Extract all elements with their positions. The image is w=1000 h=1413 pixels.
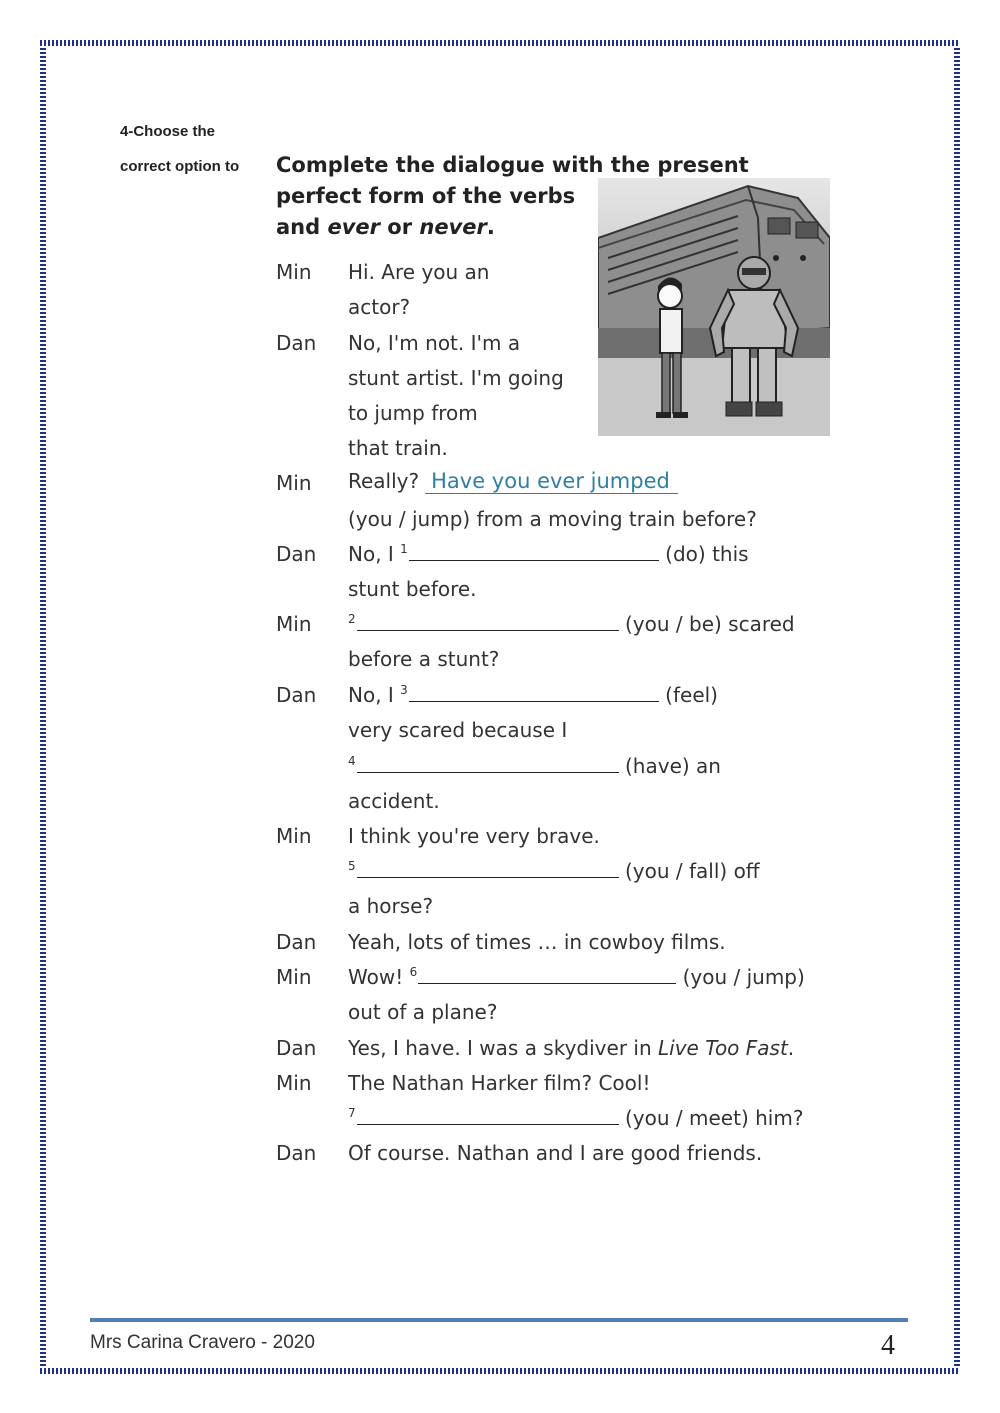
speaker-label: Dan	[276, 1141, 317, 1165]
footer-author: Mrs Carina Cravero - 2020	[90, 1332, 315, 1353]
train-stunt-illustration	[598, 178, 830, 436]
dialogue-text: (you / jump) from a moving train before?	[348, 507, 757, 531]
speaker-label: Dan	[276, 930, 317, 954]
example-answer: Have you ever jumped	[425, 469, 678, 494]
dialogue-line-gap-4: $^4$ (have) an	[348, 754, 721, 778]
answer-blank-7[interactable]	[357, 1106, 619, 1125]
speaker-label: Min	[276, 260, 312, 284]
dialogue-line-gap-5: $^5$ (you / fall) off	[348, 859, 760, 883]
dialogue-text: No, I'm not. I'm a	[348, 331, 521, 355]
dialogue-text: accident.	[348, 789, 440, 813]
dialogue-text: I think you're very brave.	[348, 824, 600, 848]
dialogue-text: that train.	[348, 436, 448, 460]
task-label-line2: correct option to	[120, 158, 240, 175]
dialogue-line-gap-1: No, I $^1$ (do) this	[348, 542, 749, 566]
speaker-label: Min	[276, 612, 312, 636]
word-ever: ever	[327, 215, 380, 239]
heading-line1: Complete the dialogue with the present	[276, 153, 749, 177]
speaker-label: Min	[276, 471, 312, 495]
footer-divider	[90, 1318, 908, 1322]
heading-line2: perfect form of the verbs	[276, 184, 576, 208]
dialogue-line-film: Yes, I have. I was a skydiver in Live Too Fast.	[348, 1036, 795, 1060]
page-number: 4	[881, 1330, 895, 1361]
speaker-label: Min	[276, 1071, 312, 1095]
dialogue-text: out of a plane?	[348, 1000, 498, 1024]
answer-blank-4[interactable]	[357, 754, 619, 773]
dialogue-line-gap-3: No, I $^3$ (feel)	[348, 683, 718, 707]
answer-blank-2[interactable]	[357, 612, 619, 631]
dialogue-text: stunt artist. I'm going	[348, 366, 564, 390]
speaker-label: Dan	[276, 331, 317, 355]
dialogue-text: stunt before.	[348, 577, 477, 601]
answer-blank-1[interactable]	[409, 542, 659, 561]
word-never: never	[419, 215, 487, 239]
dialogue-text: Of course. Nathan and I are good friends.	[348, 1141, 763, 1165]
dialogue-text: very scared because I	[348, 718, 568, 742]
task-label-line1: 4-Choose the	[120, 123, 216, 140]
dialogue-text: before a stunt?	[348, 647, 500, 671]
speaker-label: Dan	[276, 683, 317, 707]
dialogue-line-gap-7: $^7$ (you / meet) him?	[348, 1106, 804, 1130]
dialogue-text: Hi. Are you an	[348, 260, 490, 284]
dialogue-line-gap-2: $^2$ (you / be) scared	[348, 612, 795, 636]
dialogue-text: a horse?	[348, 894, 434, 918]
dialogue-text: Yeah, lots of times … in cowboy films.	[348, 930, 726, 954]
speaker-label: Dan	[276, 542, 317, 566]
speaker-label: Min	[276, 824, 312, 848]
dialogue-text: The Nathan Harker film? Cool!	[348, 1071, 651, 1095]
answer-blank-6[interactable]	[418, 965, 676, 984]
heading-line3: and ever or never.	[276, 215, 495, 239]
answer-blank-3[interactable]	[409, 683, 659, 702]
dialogue-line-example: Really? Have you ever jumped	[348, 469, 678, 494]
film-title: Live Too Fast	[658, 1036, 788, 1060]
dialogue-line-gap-6: Wow! $^6$ (you / jump)	[348, 965, 805, 989]
dialogue-text: actor?	[348, 295, 411, 319]
speaker-label: Min	[276, 965, 312, 989]
dialogue-text: to jump from	[348, 401, 478, 425]
answer-blank-5[interactable]	[357, 859, 619, 878]
speaker-label: Dan	[276, 1036, 317, 1060]
